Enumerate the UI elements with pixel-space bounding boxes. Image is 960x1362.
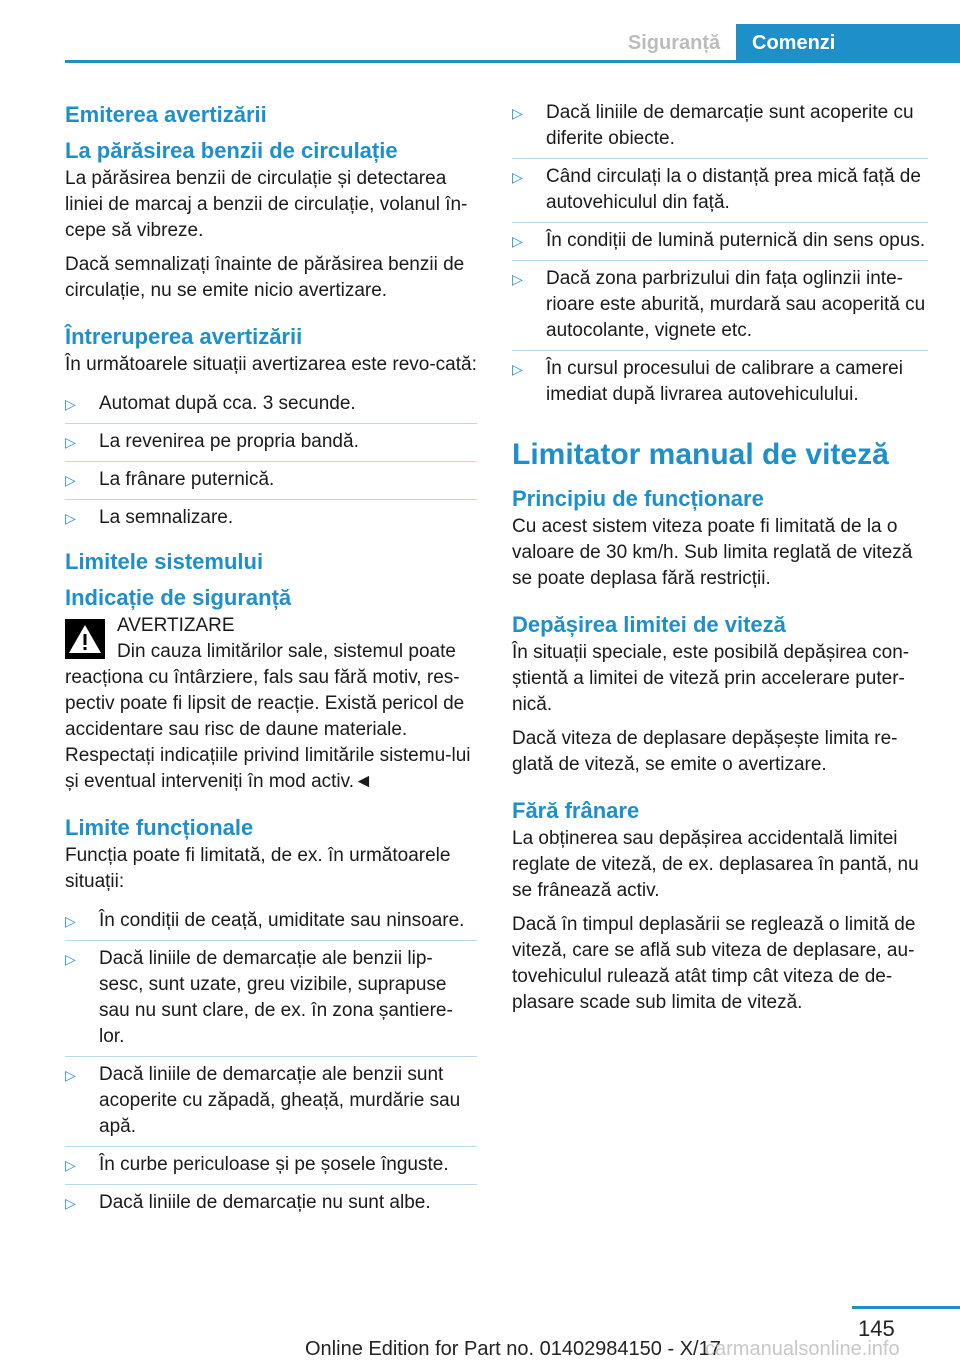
heading-safety-note: Indicație de siguranță	[65, 585, 292, 610]
list-item: ▷ La frânare puternică.	[65, 462, 477, 500]
triangle-bullet-icon: ▷	[65, 434, 76, 450]
triangle-bullet-icon: ▷	[512, 169, 523, 185]
triangle-bullet-icon: ▷	[65, 951, 76, 967]
para-principle: Cu acest sistem viteza poate fi limitată de la o valoare de 30 km/h. Sub limita reglată de viteză se poate deplasa fără restricții.	[512, 516, 913, 589]
para-functional: Funcția poate fi limitată, de ex. în următoarele situații:	[65, 845, 451, 892]
list-item: ▷ La semnalizare.	[65, 500, 477, 537]
list-item: ▷ În condiții de ceață, umiditate sau ninsoare.	[65, 903, 477, 941]
warning-triangle-icon	[65, 619, 105, 659]
triangle-bullet-icon: ▷	[65, 913, 76, 929]
para-nobrake-2: Dacă în timpul deplasării se reglează o limită de viteză, care se află sub viteza de deplasare, au-tovehiculul rulează atât timp cât viteza de de-plasare scade sub limita de viteză.	[512, 914, 916, 1013]
left-column	[65, 100, 477, 1222]
watermark: carmanualsonline.info	[705, 1338, 900, 1360]
list-item: ▷ Dacă liniile de demarcație sunt acoperite cu diferite obiecte.	[512, 100, 928, 159]
para-exceed-2: Dacă viteza de deplasare depășește limita re-glată de viteză, se emite o avertizare.	[512, 728, 898, 775]
list-item: ▷ Automat după cca. 3 secunde.	[65, 386, 477, 424]
triangle-bullet-icon: ▷	[65, 396, 76, 412]
list-item: ▷ În condiții de lumină puternică din sens opus.	[512, 223, 928, 261]
heading-speed-limiter: Limitator manual de viteză	[512, 438, 889, 471]
list-item: ▷ Dacă liniile de demarcație nu sunt albe.	[65, 1185, 477, 1222]
functional-list-continued	[512, 100, 928, 414]
list-item: ▷ În cursul procesului de calibrare a camerei imediat după livrarea autovehiculului.	[512, 358, 903, 405]
heading-principle: Principiu de funcționare	[512, 486, 764, 511]
heading-warning: Emiterea avertizării	[65, 102, 267, 127]
triangle-bullet-icon: ▷	[512, 105, 523, 121]
tab-comenzi[interactable]: Comenzi	[736, 24, 960, 63]
triangle-bullet-icon: ▷	[65, 1157, 76, 1173]
functional-list	[65, 903, 477, 1222]
list-item: ▷ Dacă zona parbrizului din fața oglinzii inte-rioare este aburită, murdară sau acoperită cu autocolante, vignete etc.	[512, 261, 928, 351]
heading-no-braking: Fără frânare	[512, 798, 640, 823]
para-leaving-2: Dacă semnalizați înainte de părăsirea benzii de circulație, nu se emite nicio avertizare.	[65, 254, 465, 301]
tab-siguranta[interactable]: Siguranță	[627, 32, 721, 54]
list-item: ▷ Dacă liniile de demarcație ale benzii sunt acoperite cu zăpadă, gheață, murdărie sau apă.	[65, 1057, 477, 1147]
warning-box	[65, 613, 477, 639]
triangle-bullet-icon: ▷	[65, 472, 76, 488]
para-exceed-1: În situații speciale, este posibilă depășirea con-știentă a limitei de viteză prin accelerare puter-nică.	[512, 642, 910, 715]
right-column	[512, 100, 928, 1024]
list-item: ▷ Când circulați la o distanță prea mică față de autovehiculul din față.	[512, 159, 928, 223]
triangle-bullet-icon: ▷	[65, 1067, 76, 1083]
triangle-bullet-icon: ▷	[512, 271, 523, 287]
para-nobrake-1: La obținerea sau depășirea accidentală limitei reglate de viteză, de ex. deplasarea în pantă, nu se frânează activ.	[512, 828, 919, 901]
heading-functional-limits: Limite funcționale	[65, 815, 254, 840]
page-number: 145	[858, 1316, 895, 1341]
triangle-bullet-icon: ▷	[65, 510, 76, 526]
heading-interrupt: Întreruperea avertizării	[65, 324, 303, 349]
triangle-bullet-icon: ▷	[512, 233, 523, 249]
warning-title: AVERTIZARE	[117, 615, 235, 636]
list-item: ▷ La revenirea pe propria bandă.	[65, 424, 477, 462]
para-interrupt: În următoarele situații avertizarea este revo-cată:	[65, 354, 477, 375]
list-item: ▷ Dacă liniile de demarcație ale benzii lip-sesc, sunt uzate, greu vizibile, suprapuse sau nu sunt clare, de ex. în zona șantiere-lor.	[65, 941, 477, 1057]
para-leaving-1: La părăsirea benzii de circulație și detectarea liniei de marcaj a benzii de circulație, volanul în-cepe să vibreze.	[65, 168, 468, 241]
heading-leaving-lane: La părăsirea benzii de circulație	[65, 138, 398, 163]
edition-text: Online Edition for Part no. 01402984150 - X/17	[305, 1338, 721, 1360]
heading-system-limits: Limitele sistemului	[65, 549, 264, 574]
list-item: ▷ În curbe periculoase și pe șosele înguste.	[65, 1147, 477, 1185]
triangle-bullet-icon: ▷	[65, 1195, 76, 1211]
warning-text: Din cauza limitărilor sale, sistemul poate reacționa cu întârziere, fals sau fără motiv, res-pectiv poate fi lipsit de reacție. Există pericol de accidentare sau risc de daune materiale. Respectați indicațiile privind limitările sistemu-lui și eventual interveniți în mod activ.◄	[65, 641, 471, 792]
footer-rule	[852, 1306, 960, 1309]
interrupt-list	[65, 386, 477, 537]
heading-exceed-limit: Depășirea limitei de viteză	[512, 612, 786, 637]
header-rule	[65, 60, 960, 63]
triangle-bullet-icon: ▷	[512, 361, 523, 377]
